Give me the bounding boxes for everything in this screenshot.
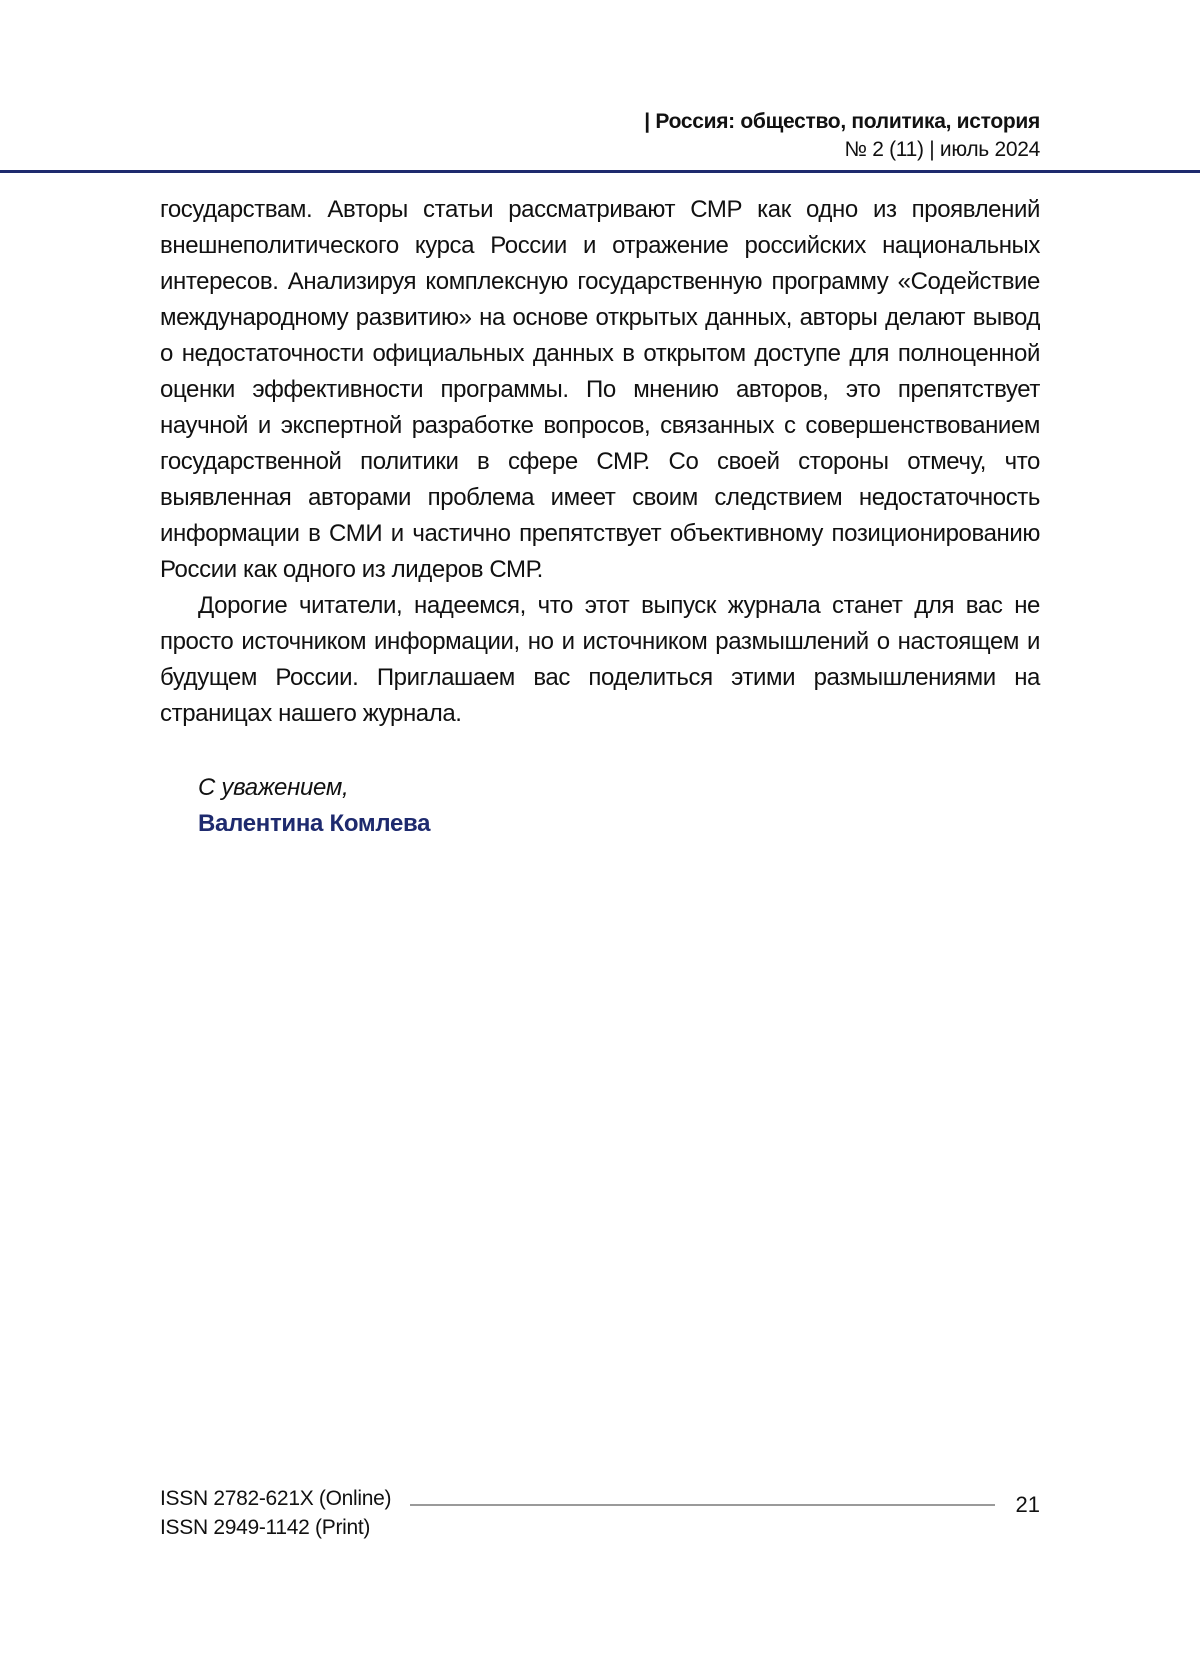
issue-info: № 2 (11) | июль 2024 bbox=[844, 138, 1040, 161]
body-paragraph: государствам. Авторы статьи рассматривают СМР как одно из проявлений внешнеполитического курса России и отражение российских национальных интересов. Анализируя комплексную государственную программу «Содействие международному развитию» на основе открытых данных, авторы делают вывод о недостаточности официальных данных в открытом доступе для полноценной оценки эффективности программы. По мнению авторов, это препятствует научной и экспертной разработке вопросов, связанных с совершенствованием государственной политики в сфере СМР. Со своей стороны отмечу, что выявленная авторами проблема имеет своим следствием недостаточность информации в СМИ и частично препятствует объективному позиционированию России как одного из лидеров СМР. bbox=[160, 196, 1040, 583]
issn-block bbox=[160, 1484, 391, 1542]
signoff-block bbox=[198, 770, 430, 842]
author-name: Валентина Комлева bbox=[198, 810, 431, 837]
issn-online: ISSN 2782-621X (Online) bbox=[160, 1487, 392, 1510]
footer-divider bbox=[410, 1504, 995, 1506]
page-number: 21 bbox=[1015, 1492, 1040, 1517]
issn-print: ISSN 2949-1142 (Print) bbox=[160, 1516, 371, 1539]
article-body bbox=[160, 192, 1040, 732]
journal-title: | Россия: общество, политика, история bbox=[644, 110, 1040, 133]
running-header bbox=[644, 108, 1040, 164]
body-paragraph: Дорогие читатели, надеемся, что этот выпуск журнала станет для вас не просто источником информации, но и источником размышлений о настоящем и будущем России. Приглашаем вас поделиться этими размышлениями на страницах нашего журнала. bbox=[160, 592, 1040, 727]
header-divider bbox=[0, 170, 1200, 173]
page-footer bbox=[160, 1484, 1040, 1544]
closing-phrase: С уважением, bbox=[198, 774, 349, 801]
